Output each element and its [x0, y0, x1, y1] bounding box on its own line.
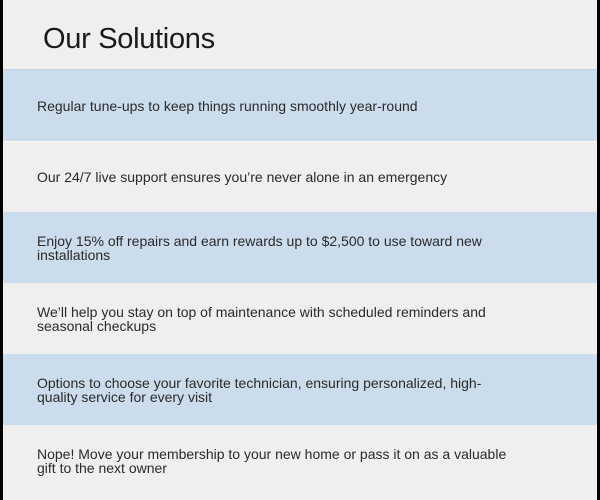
solution-item — [3, 354, 597, 425]
solution-item — [3, 212, 597, 283]
solution-item — [3, 141, 597, 212]
solution-item — [3, 425, 597, 496]
solution-text: We’ll help you stay on top of maintenance with scheduled reminders and seasonal checkups — [37, 303, 486, 334]
solution-item — [3, 70, 597, 141]
section-header — [3, 0, 597, 70]
solution-text: Options to choose your favorite technician, ensuring personalized, high-quality service for every visit — [37, 374, 482, 405]
solution-item — [3, 283, 597, 354]
section-title: Our Solutions — [43, 23, 215, 55]
solution-text: Nope! Move your membership to your new home or pass it on as a valuable gift to the next owner — [37, 445, 507, 476]
solutions-panel — [3, 0, 597, 500]
solution-text: Regular tune-ups to keep things running smoothly year-round — [37, 97, 418, 114]
solution-text: Our 24/7 live support ensures you’re never alone in an emergency — [37, 169, 448, 185]
solution-text: Enjoy 15% off repairs and earn rewards up to $2,500 to use toward new installations — [37, 232, 482, 263]
